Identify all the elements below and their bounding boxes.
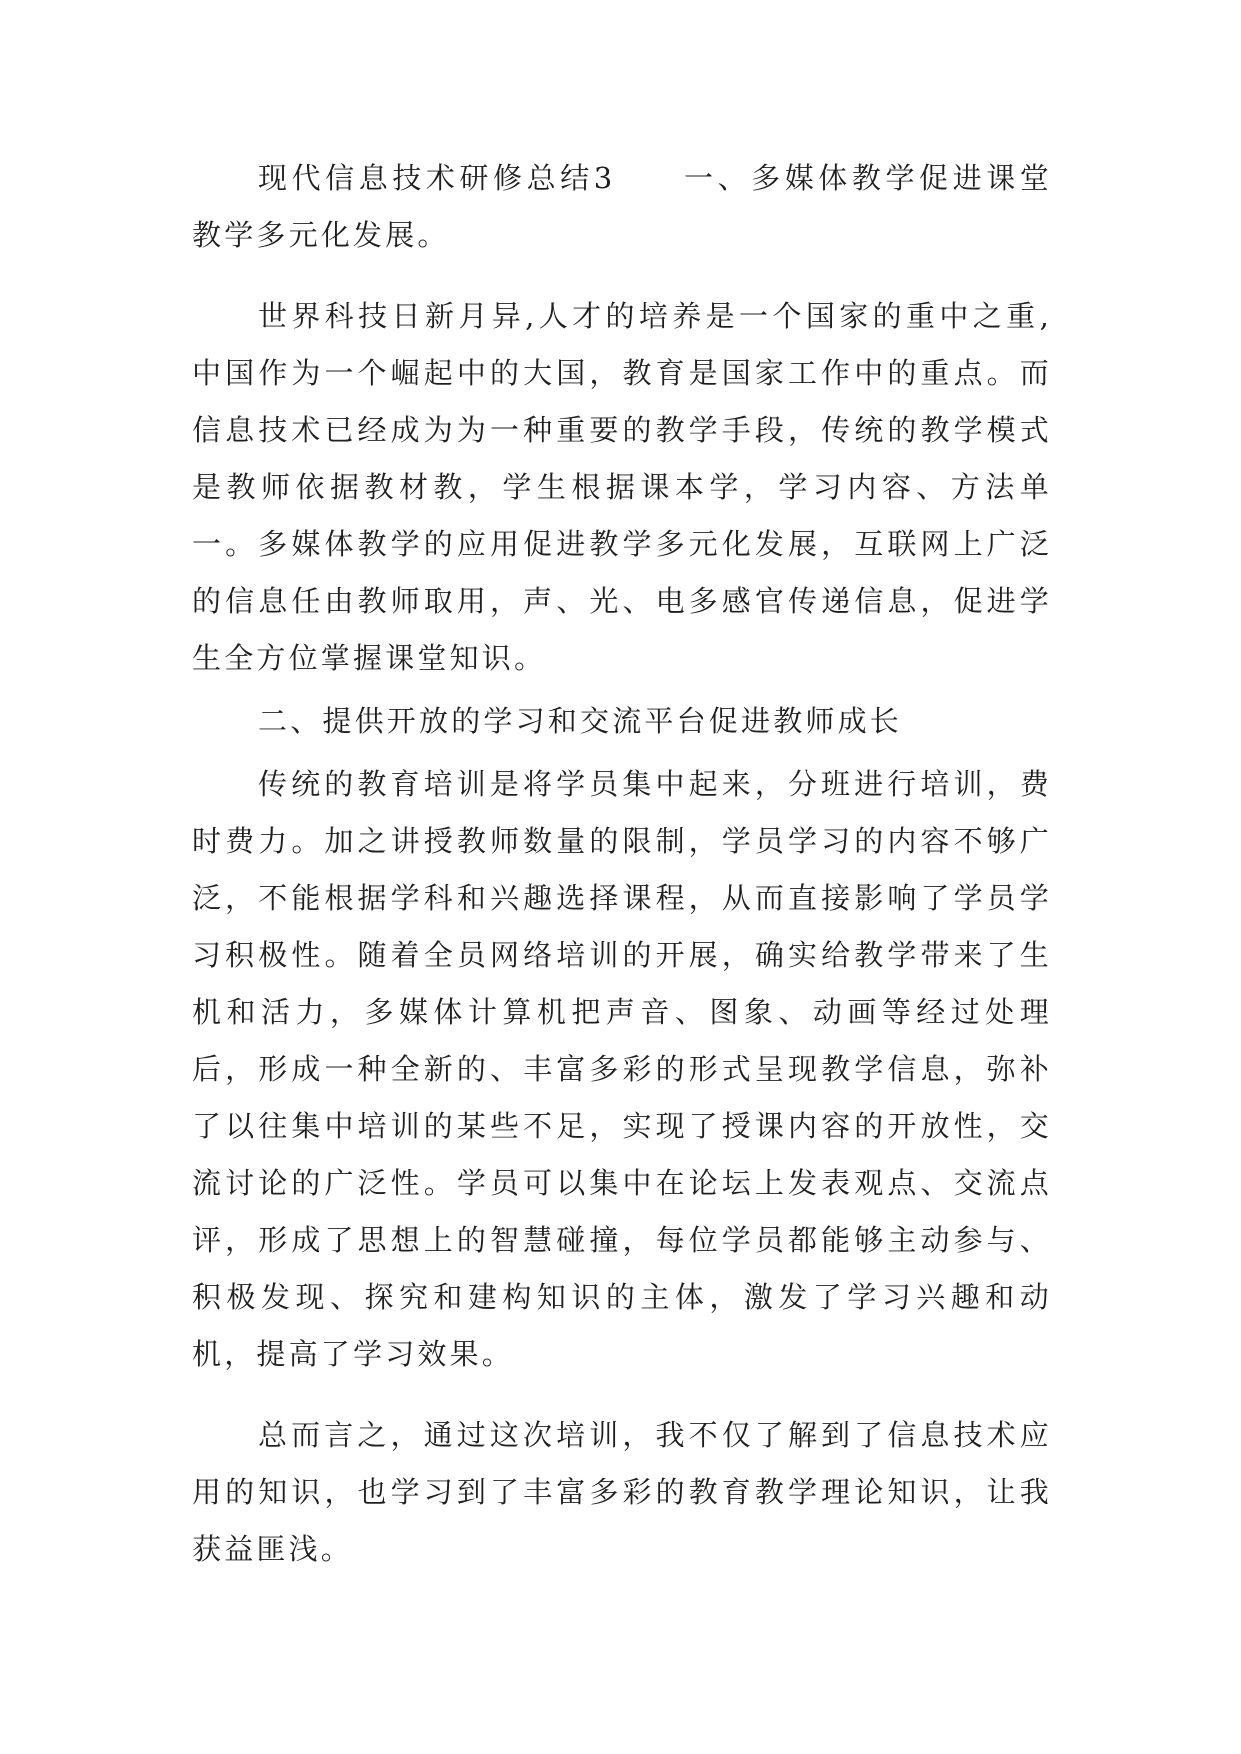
document-page bbox=[192, 150, 1052, 1578]
paragraph-heading-2: 二、提供开放的学习和交流平台促进教师成长 bbox=[258, 704, 903, 738]
paragraph-conclusion: 总而言之，通过这次培训，我不仅了解到了信息技术应用的知识，也学习到了丰富多彩的教育教学理论知识，让我获益匪浅。 bbox=[192, 1418, 1052, 1566]
paragraph-heading-1: 现代信息技术研修总结3 一、多媒体教学促进课堂教学多元化发展。 bbox=[192, 161, 1052, 252]
paragraph-training: 传统的教育培训是将学员集中起来，分班进行培训，费时费力。加之讲授教师数量的限制，学员学习的内容不够广泛，不能根据学科和兴趣选择课程，从而直接影响了学员学习积极性。随着全员网络培训的开展，确实给教学带来了生机和活力，多媒体计算机把声音、图象、动画等经过处理后，形成一种全新的、丰富多彩的形式呈现教学信息，弥补了以往集中培训的某些不足，实现了授课内容的开放性，交流讨论的广泛性。学员可以集中在论坛上发表观点、交流点评，形成了思想上的智慧碰撞，每位学员都能够主动参与、积极发现、探究和建构知识的主体，激发了学习兴趣和动机，提高了学习效果。 bbox=[192, 767, 1052, 1371]
paragraph-intro: 世界科技日新月异,人才的培养是一个国家的重中之重,中国作为一个崛起中的大国，教育是国家工作中的重点。而信息技术已经成为为一种重要的教学手段，传统的教学模式是教师依据教材教，学生根据课本学，学习内容、方法单一。多媒体教学的应用促进教学多元化发展，互联网上广泛的信息任由教师取用，声、光、电多感官传递信息，促进学生全方位掌握课堂知识。 bbox=[192, 299, 1052, 675]
